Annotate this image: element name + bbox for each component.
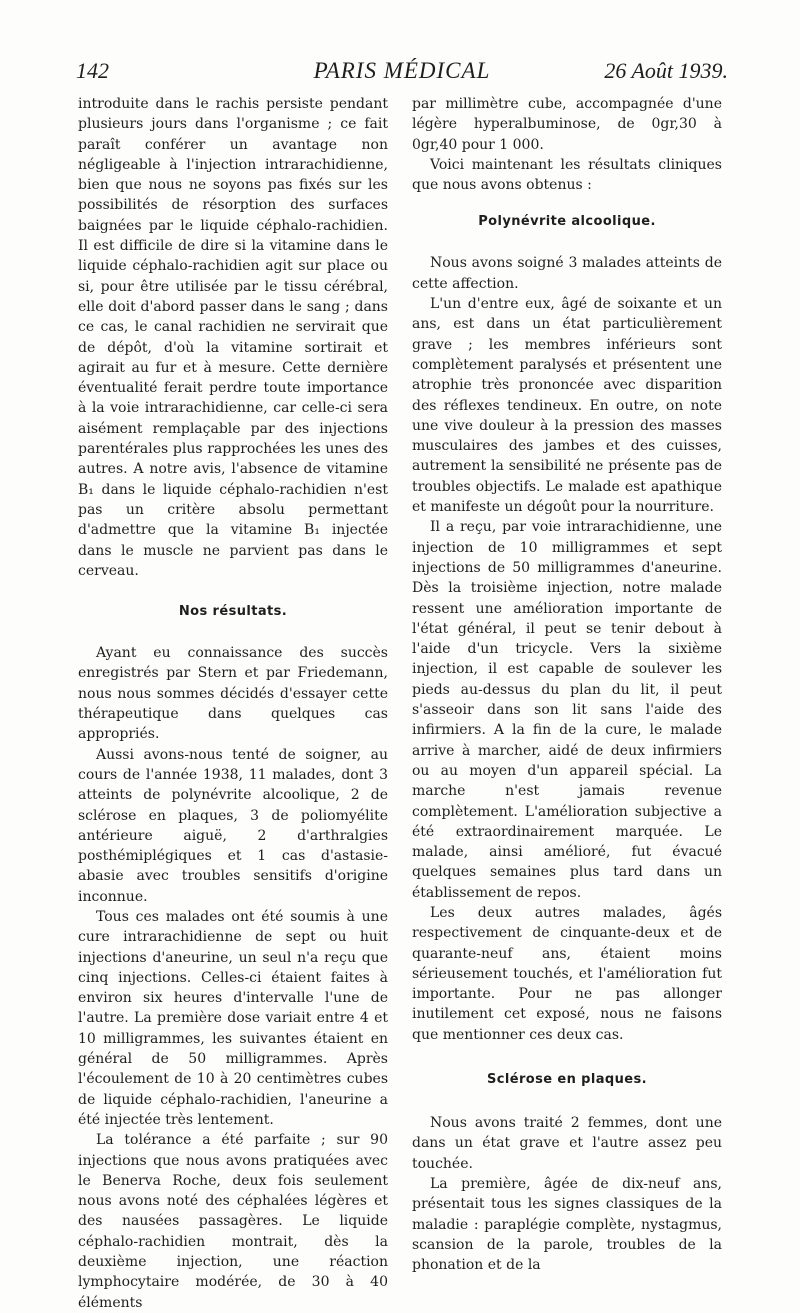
journal-title: PARIS MÉDICAL bbox=[313, 58, 491, 83]
paragraph: Nous avons soigné 3 malades atteints de cette affection. bbox=[412, 255, 722, 292]
right-column bbox=[412, 94, 722, 1275]
paragraph: Ayant eu connaissance des succès enregistrés par Stern et par Friedemann, nous nous sommes décidés d'essayer cette thérapeutique dans quelques cas appropriés. bbox=[78, 645, 388, 743]
issue-date: 26 Août 1939. bbox=[604, 58, 728, 83]
paragraph: Nous avons traité 2 femmes, dont une dans un état grave et l'autre assez peu touchée. bbox=[412, 1115, 722, 1172]
paragraph: Aussi avons-nous tenté de soigner, au cours de l'année 1938, 11 malades, dont 3 atteints de polynévrite alcoolique, 2 de sclérose en plaques, 3 de poliomyélite antérieure aiguë, 2 d'arthralgies posthémiplégiques et 1 cas d'astasie-abasie avec troubles sensitifs d'origine inconnue. bbox=[78, 746, 388, 905]
paragraph: par millimètre cube, accompagnée d'une légère hyperalbuminose, de 0gr,30 à 0gr,40 pour 1 000. bbox=[412, 96, 722, 153]
paragraph: L'un d'entre eux, âgé de soixante et un ans, est dans un état particulièrement grave ; les membres inférieurs sont complètement paralysés et présentent une atrophie très prononcée avec disparition des réflexes tendineux. En outre, on note une vive douleur à la pression des masses musculaires des jambes et des cuisses, autrement la sensibilité ne présente pas de troubles objectifs. Le malade est apathique et manifeste un dégoût pour la nourriture. bbox=[412, 296, 722, 516]
paragraph: La première, âgée de dix-neuf ans, présentait tous les signes classiques de la maladie : paraplégie complète, nystagmus, scansion de la parole, troubles de la phonation et de la bbox=[412, 1175, 722, 1274]
paragraph: La tolérance a été parfaite ; sur 90 injections que nous avons pratiquées avec le Benerva Roche, deux fois seulement nous avons noté des céphalées légères et des nausées passagères. Le liquide céphalo-rachidien montrait, dès la deuxième injection, une réaction lymphocytaire modérée, de 30 à 40 éléments bbox=[78, 1132, 388, 1311]
section-heading-results: Nos résultats. bbox=[178, 604, 288, 620]
page-number: 142 bbox=[76, 58, 109, 83]
section-heading-polyneuritis: Polynévrite alcoolique. bbox=[478, 214, 656, 230]
paragraph: Il a reçu, par voie intrarachidienne, une injection de 10 milligrammes et sept injections de 50 milligrammes d'aneurine. Dès la troisième injection, notre malade ressent une amélioration importante de l'état général, il peut se tenir debout à l'aide d'un tricycle. Vers la sixième injection, il est capable de soulever les pieds au-dessus du plan du lit, il peut s'asseoir dans son lit sans l'aide des infirmiers. A la fin de la cure, le malade arrive à marcher, aidé de deux infirmiers ou au moyen d'un appareil spécial. La marche n'est jamais revenue complètement. L'amélioration subjective a été extraordinairement marquée. Le malade, ainsi amélioré, fut évacué quelques semaines plus tard dans un établissement de repos. bbox=[412, 519, 722, 901]
paragraph: Voici maintenant les résultats cliniques que nous avons obtenus : bbox=[412, 156, 722, 194]
section-heading-sclerosis: Sclérose en plaques. bbox=[487, 1072, 647, 1088]
paragraph: Tous ces malades ont été soumis à une cure intrarachidienne de sept ou huit injections d'aneurine, un seul n'a reçu que cinq injections. Celles-ci étaient faites à environ six heures d'intervalle l'une de l'autre. La première dose variait entre 4 et 10 milligrammes, les suivantes étaient en général de 50 milligrammes. Après l'écoulement de 10 à 20 centimètres cubes de liquide céphalo-rachidien, l'aneurine a été injectée très lentement. bbox=[78, 908, 388, 1128]
running-header bbox=[76, 58, 728, 86]
paragraph: introduite dans le rachis persiste pendant plusieurs jours dans l'organisme ; ce fait paraît conférer un avantage non négligeable à l'injection intrarachidienne, bien que nous ne soyons pas fixés sur les possibilités de résorption des surfaces baignées par le liquide céphalo-rachidien. Il est difficile de dire si la vitamine dans le liquide céphalo-rachidien agit sur place ou si, pour être utilisée par le tissu cérébral, elle doit d'abord passer dans le sang ; dans ce cas, le canal rachidien ne servirait que de dépôt, d'où la vitamine sortirait et agirait au fur et à mesure. Cette dernière éventualité ferait perdre toute importance à la voie intrarachidienne, car celle-ci sera aisément remplaçable par des injections parentérales plus rapprochées les unes des autres. A notre avis, l'absence de vitamine B₁ dans le liquide céphalo-rachidien n'est pas un critère absolu permettant d'admettre que la vitamine B₁ injectée dans le muscle ne parvient pas dans le cerveau. bbox=[78, 96, 388, 579]
paragraph: Les deux autres malades, âgés respectivement de cinquante-deux et de quarante-neuf ans, étaient moins sérieusement touchés, et l'amélioration fut importante. Pour ne pas allonger inutilement cet exposé, nous ne faisons que mentionner ces deux cas. bbox=[412, 904, 722, 1043]
left-column bbox=[78, 94, 388, 1313]
